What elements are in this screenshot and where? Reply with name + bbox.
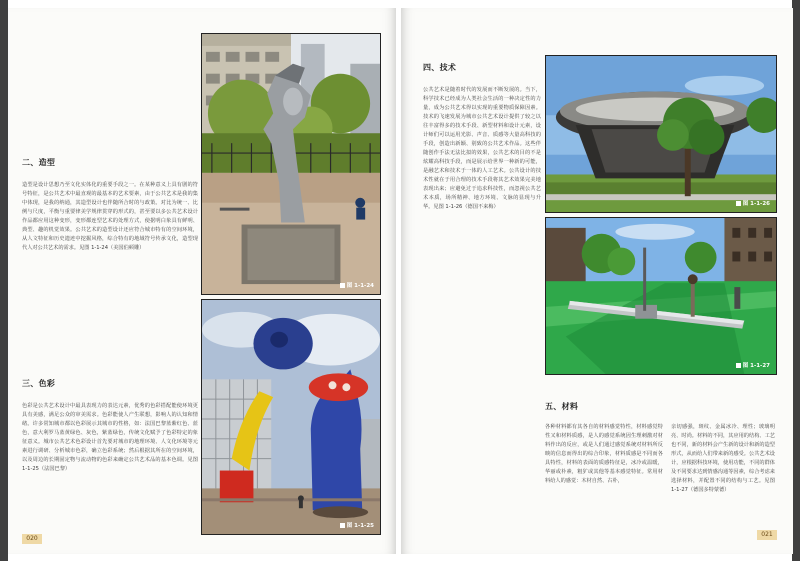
heading-material: 五、材料 bbox=[545, 402, 579, 411]
miro-sculpture-photo bbox=[201, 299, 381, 535]
left-page bbox=[8, 8, 396, 554]
body-color: 色彩是公共艺术设计中最具表现力的表达元素，优秀的色彩搭配能使环境更具有美感，满足公众的审美需求。色彩能使人产生联想，影响人的认知和情绪。许多常知城市都以色彩展示其城市的性格，如：法国巴黎蓝紫红色、蓝色，意大利罗马蓝黄绿色、灰色，紫蓝绿色，传统文化赋予了色彩特定的象征意义。城市公共艺术色彩设计首先要对城市的地理环境、人文化环境等元素进行调研、分析城市色彩，确立色彩系统；然后根据其所在的空间环境，以及周边的长期固定物与流动物的色彩来确定公共艺术品的基本色调。见图 1-1-25（法国巴黎） bbox=[22, 403, 198, 472]
heading-form: 二、造型 bbox=[22, 158, 56, 167]
disc-building-photo bbox=[545, 55, 777, 213]
miro-sculpture-illustration bbox=[202, 300, 380, 534]
caption-1-1-26 bbox=[736, 199, 770, 207]
body-material-col2: 亲切感强，斑纹、金属冰冷、理性；玻璃明亮、时尚。材料的不同，其应用的结构、工艺也不同，新的材料会产生新的设计和新的造型形式，从而给人们带来新的感受。公共艺术设计，应根据科技环境，使用功能，不同的群体及不同要求达到情感沟通等因素，综合考虑来选择材料，并配置不同的结构与工艺。见图 1-1-27（德国多特蒙德） bbox=[671, 424, 775, 493]
right-page-edge bbox=[792, 0, 800, 561]
caption-1-1-26-text: 图 1-1-26 bbox=[742, 201, 770, 207]
left-page-edge bbox=[0, 0, 8, 561]
disc-building-illustration bbox=[546, 56, 776, 212]
page-number-right: 021 bbox=[757, 530, 777, 540]
heading-tech: 四、技术 bbox=[423, 63, 457, 72]
heading-color: 三、色彩 bbox=[22, 379, 56, 388]
body-tech: 公共艺术是随着时代的发展而不断发展的。当下，科学技术已经成为人类社会生活的一种决定性的力量，成为公共艺术得以实现的重要物质保障因素。技术的飞速发展为城市公共艺术设计提供了较之以往丰富得多的技术手段、新型材料和设计元素，设计师们可以运用光影、声音、质感等大量高科技的手段，创造出新颖、别致的公共艺术作品。这些伴随创作手法无法比拟的效果，公共艺术的目的不是炫耀高科技手段，而是展示给世界一种新的可能，是融艺术和技术于一体的人工艺术。公共设计的技术性就在于用合理的技术手段将其艺术效果完美地表现出来；应避免过于追求科技性，而忽视公共艺术本质，场所精神、地方环境、文脉的显现与升华。见图 1-1-26（德国不来梅） bbox=[423, 87, 541, 210]
caption-marker-icon bbox=[736, 363, 741, 368]
caption-marker-icon bbox=[340, 283, 345, 288]
seesaw-playground-photo bbox=[545, 217, 777, 375]
caption-1-1-25 bbox=[340, 521, 374, 529]
caption-1-1-27 bbox=[736, 361, 770, 369]
page-number-left: 020 bbox=[22, 534, 42, 544]
caption-1-1-25-text: 图 1-1-25 bbox=[346, 523, 374, 529]
body-form: 造型是设计思想乃至文化实体化的重要手段之一。在某种意义上具有剧的符号特征，是公共艺术中最直观的最基本的艺术要素，由于公共艺术是我的集中体现，是我的纳通，其造型设计也伴随所合时的与政策。对比为统一、比例与尺度，平衡与重要律美学规律贯穿的形式的，甚至要以多公共艺术设计作品都应用这种变形，变形都连型艺术的处理方式，使据明白象具有鲜明、典型、趣的机觉效果。公共艺术的造型设计还应符合城市特有的空间环境，从人文特征和历史遗迹中挖掘风格，综合特有的地域符号传承文化，造型现代人对公共艺术的需求。见图 1-1-24（美国伯顿雕） bbox=[22, 182, 198, 251]
body-material-col1: 各种材料都有其各自的材料感觉特性，材料感觉特性又和材料质感，是人的感觉系统因生理刺激对材料作出的反应，或是人们通过感觉系统对材料所反映的信息而得出的综合印象，材料质感是不同而各具特性，材料的表面的质感特征是，冰冷或温暖，华丽或朴素，粗犷或其他等基本感觉特征。常用材料给人的感觉：木材自然、古朴， bbox=[545, 424, 663, 484]
right-page bbox=[401, 8, 793, 554]
caption-marker-icon bbox=[340, 523, 345, 528]
caption-1-1-24 bbox=[340, 281, 374, 289]
caption-marker-icon bbox=[736, 201, 741, 206]
sculpture-photo-illustration bbox=[202, 34, 380, 294]
caption-1-1-24-text: 图 1-1-24 bbox=[346, 283, 374, 289]
caption-1-1-27-text: 图 1-1-27 bbox=[742, 363, 770, 369]
seesaw-playground-illustration bbox=[546, 218, 776, 374]
sculpture-photo bbox=[201, 33, 381, 295]
